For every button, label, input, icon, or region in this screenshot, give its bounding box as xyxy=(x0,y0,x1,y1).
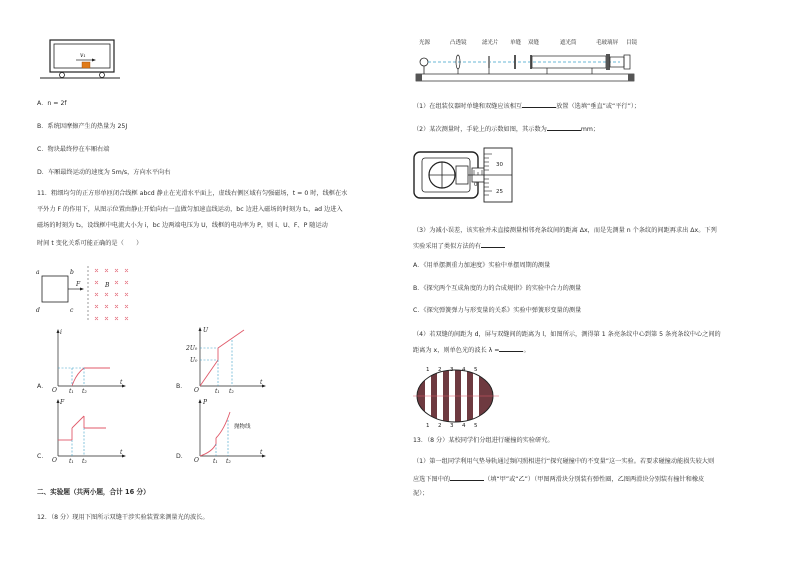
fringe-top-1: 1 xyxy=(426,367,430,373)
force-label: F xyxy=(76,281,81,288)
option-d-prev: D．车厢最终运动的速度为 5m/s，方向水平向右 xyxy=(37,169,171,176)
q11-line1: 11．粗细均匀的正方形单匝闭合线框 abcd 静止在光滑水平面上，虚线右侧区域有匀强磁场，t = 0 时，线框在水 xyxy=(37,190,348,197)
graph-b-t1: t₁ xyxy=(215,388,220,395)
graph-d xyxy=(190,398,270,465)
fringe-top-4: 4 xyxy=(462,367,466,373)
fringe-top-3: 3 xyxy=(450,367,454,373)
cart-figure xyxy=(40,38,120,82)
fringe-bottom-1: 1 xyxy=(426,423,430,429)
fringe-bottom-3: 3 xyxy=(450,423,454,429)
fringe-bottom-5: 5 xyxy=(474,423,478,429)
corner-d: d xyxy=(36,307,40,314)
graph-c-t2: t₂ xyxy=(82,458,87,465)
field-diagram xyxy=(36,262,146,324)
graph-a xyxy=(50,328,130,395)
q13-1-line3: 泥）； xyxy=(413,490,429,497)
q13-text: 13．（8 分）某校同学们分组进行碰撞的实验研究。 xyxy=(413,437,554,444)
graph-d-ylabel: P xyxy=(203,399,208,406)
corner-b: b xyxy=(70,269,74,276)
q13-1-line2: 应选下图中的 （填“甲”或“乙”）（甲图两滑块分别装有弹性圈，乙图两滑块分别装有撞针和橡皮 xyxy=(413,476,705,483)
q11-line3: 磁场的时刻为 t₂，设线框中电流大小为 i，bc 边两端电压为 U，线框的电功率为 P，则 i、U、F、P 随运动 xyxy=(37,222,328,229)
apparatus-label-3: 滤光片 xyxy=(482,40,499,46)
q12-3-line2: 实验采用了类似方法的有 xyxy=(413,241,505,251)
q3-option-c: C．《探究弹簧弹力与形变量的关系》实验中弹簧形变量的测量 xyxy=(413,307,582,314)
graph-b-xlabel: t xyxy=(260,379,263,386)
q12-text: 12．（8 分）现用下图所示双缝干涉实验装置来测量光的波长。 xyxy=(37,514,209,521)
answer-blank-3[interactable] xyxy=(481,241,505,248)
micrometer-diagram xyxy=(412,146,522,206)
graph-a-option: A． xyxy=(37,383,48,390)
section-title: 二、实验题（共两小题，合计 16 分） xyxy=(37,488,150,496)
graph-d-parabola-note: 抛物线 xyxy=(234,424,251,430)
graph-a-origin: O xyxy=(52,387,57,394)
apparatus-diagram xyxy=(412,36,652,86)
apparatus-label-6: 遮光筒 xyxy=(560,40,577,46)
graph-a-ylabel: i xyxy=(60,329,62,336)
graph-c-t1: t₁ xyxy=(69,458,74,465)
q12-4-line2: 距离为 x，则单色光的波长 λ = 。 xyxy=(413,347,530,354)
fringe-diagram xyxy=(413,363,503,429)
answer-blank-1[interactable] xyxy=(522,101,556,108)
graph-d-t1: t₁ xyxy=(213,458,218,465)
graph-d-origin: O xyxy=(194,457,199,464)
answer-blank-2[interactable] xyxy=(547,124,581,131)
graph-b-ylabel: U xyxy=(203,327,209,334)
graph-c-xlabel: t xyxy=(120,449,123,456)
graph-d-xlabel: t xyxy=(260,449,263,456)
apparatus-label-5: 双缝 xyxy=(528,40,540,46)
corner-a: a xyxy=(36,269,40,276)
field-label: B xyxy=(105,282,110,289)
fringe-top-5: 5 xyxy=(474,367,478,373)
q12-3-line1: （3）为减小误差，该实验并未直接测量相邻亮条纹间的距离 Δx，而是先测量 n 个条纹的间距再求出 Δx。下列 xyxy=(413,227,717,234)
q13-1-line1: （1）第一组同学利用气垫导轨通过频闪照相进行“探究碰撞中的不变量”这一实验。若要求碰撞动能损失较大则 xyxy=(413,458,715,465)
apparatus-label-1: 光源 xyxy=(419,40,431,46)
answer-blank-4[interactable] xyxy=(499,345,523,352)
graph-d-option: D． xyxy=(176,453,187,460)
graph-b-u0: U₀ xyxy=(190,357,198,364)
graph-b-origin: O xyxy=(194,387,199,394)
graph-b-option: B． xyxy=(176,383,187,390)
fringe-top-2: 2 xyxy=(438,367,442,373)
micrometer-scale-mid: 0 xyxy=(474,182,478,188)
graph-c-option: C． xyxy=(37,453,48,460)
option-c-prev: C．物块最终停在车厢右端 xyxy=(37,146,110,153)
graph-a-t1: t₁ xyxy=(69,388,74,395)
q12-1: （1）在组装仪器时单缝和双缝应该相互 放置（选填“垂直”或“平行”）； xyxy=(413,103,641,110)
micrometer-scale-bottom: 25 xyxy=(496,189,503,195)
option-b-prev: B．系统因摩擦产生的热量为 25J xyxy=(37,123,128,130)
graph-c-origin: O xyxy=(52,457,57,464)
q3-option-b: B．《探究两个互成角度的力的合成规律》的实验中合力的测量 xyxy=(413,285,582,292)
apparatus-label-4: 单缝 xyxy=(510,40,522,46)
graph-b-2u0: 2U₀ xyxy=(186,345,198,352)
apparatus-label-8: 目镜 xyxy=(626,40,638,46)
micrometer-scale-top: 30 xyxy=(496,162,503,168)
fringe-bottom-2: 2 xyxy=(438,423,442,429)
velocity-label: v₁ xyxy=(80,52,86,59)
graph-b xyxy=(186,326,270,395)
graph-c-ylabel: F xyxy=(60,399,65,406)
graph-d-t2: t₂ xyxy=(226,458,231,465)
q3-option-a: A．《用单摆测重力加速度》实验中单摆周期的测量 xyxy=(413,262,551,269)
q11-line2: 平外力 F 的作用下，从图示位置由静止开始向右一直做匀加速直线运动，bc 边进入磁场的时刻为 t₁，ad 边进入 xyxy=(37,206,343,213)
option-a-prev: A．n = 2f xyxy=(37,100,67,107)
apparatus-label-7: 毛玻璃屏 xyxy=(596,40,619,46)
q12-4-line1: （4）若双缝的间距为 d，屏与双缝间的距离为 l，如图所示，测得第 1 条亮条纹中心到第 5 条亮条纹中心之间的 xyxy=(413,331,721,338)
answer-blank-5[interactable] xyxy=(450,474,484,481)
graph-a-t2: t₂ xyxy=(82,388,87,395)
graph-a-xlabel: t xyxy=(120,379,123,386)
fringe-bottom-4: 4 xyxy=(462,423,466,429)
graph-c xyxy=(50,398,130,465)
apparatus-label-2: 凸透镜 xyxy=(450,40,467,46)
q11-line4: 时间 t 变化关系可能正确的是（ ） xyxy=(37,240,143,247)
graph-b-t2: t₂ xyxy=(229,388,234,395)
field-crosses xyxy=(95,269,128,320)
q12-2: （2）某次测量时，手轮上的示数如图，其示数为 mm； xyxy=(413,126,600,133)
corner-c: c xyxy=(70,307,74,314)
